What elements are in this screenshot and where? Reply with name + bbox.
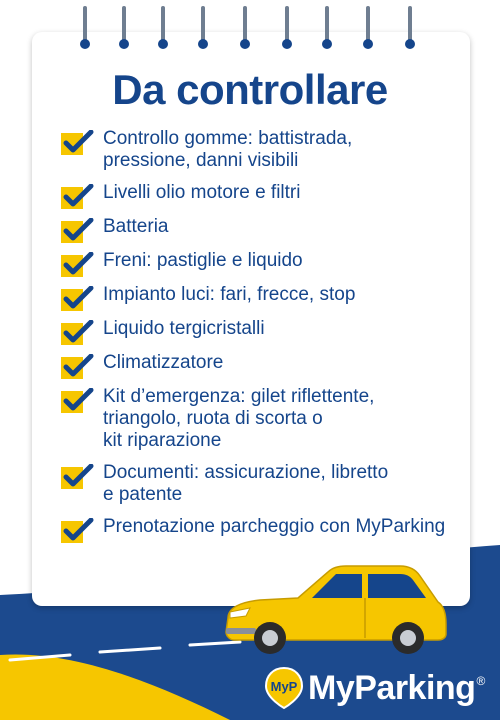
checkmark-icon — [60, 354, 94, 380]
checklist-item-text — [103, 128, 490, 172]
checkmark-icon — [60, 218, 94, 244]
checklist-item — [60, 352, 490, 374]
logo-badge-text: MyP — [270, 679, 298, 694]
page-title: Da controllare — [112, 66, 388, 113]
checklist-item-line: kit riparazione — [103, 430, 222, 451]
logo-wordmark: MyParking — [308, 668, 476, 707]
yellow-car — [220, 558, 450, 658]
checklist-item-line: Documenti: assicurazione, libretto — [103, 462, 389, 483]
binding-rings — [85, 8, 410, 40]
myparking-pin-icon — [264, 666, 304, 710]
checklist-item-line: Impianto luci: fari, frecce, stop — [103, 284, 356, 305]
checklist-item — [60, 318, 490, 340]
checkmark-icon — [60, 388, 94, 414]
checkmark-icon — [60, 252, 94, 278]
checkmark-icon — [60, 286, 94, 312]
car-wheel-front — [254, 622, 286, 654]
checklist-item-line: Liquido tergicristalli — [103, 318, 265, 339]
checklist-item-line: Freni: pastiglie e liquido — [103, 250, 303, 271]
checklist — [60, 128, 490, 538]
checklist-item — [60, 216, 490, 238]
checklist-item-text — [103, 216, 490, 238]
myparking-logo — [264, 666, 485, 710]
checklist-item — [60, 462, 490, 506]
checklist-item — [60, 182, 490, 204]
checklist-item-line: Batteria — [103, 216, 169, 237]
spiral-binding — [0, 0, 500, 60]
binding-holes — [80, 39, 415, 49]
checklist-item-line: Climatizzatore — [103, 352, 224, 373]
checklist-item-text — [103, 352, 490, 374]
checklist-item-line: e patente — [103, 484, 183, 505]
checklist-item — [60, 128, 490, 172]
checklist-item-text — [103, 386, 490, 452]
checklist-item-line: Livelli olio motore e filtri — [103, 182, 301, 203]
checklist-item-text — [103, 182, 490, 204]
car-wheel-rear — [392, 622, 424, 654]
checklist-item-text — [103, 516, 490, 538]
checklist-item-line: Prenotazione parcheggio con MyParking — [103, 516, 446, 537]
checklist-item-line: triangolo, ruota di scorta o — [103, 408, 323, 429]
checklist-item — [60, 250, 490, 272]
checkmark-icon — [60, 464, 94, 490]
checklist-item — [60, 386, 490, 452]
checkmark-icon — [60, 130, 94, 156]
checklist-item — [60, 284, 490, 306]
checklist-item-line: pressione, danni visibili — [103, 150, 299, 171]
checkmark-icon — [60, 184, 94, 210]
checklist-item-line: Controllo gomme: battistrada, — [103, 128, 353, 149]
registered-mark: ® — [476, 674, 486, 688]
checklist-item — [60, 516, 490, 538]
checklist-item-text — [103, 284, 490, 306]
checklist-item-line: Kit d’emergenza: gilet riflettente, — [103, 386, 375, 407]
checklist-item-text — [103, 318, 490, 340]
checklist-item-text — [103, 462, 490, 506]
checklist-item-text — [103, 250, 490, 272]
checkmark-icon — [60, 518, 94, 544]
car-bumper — [226, 628, 256, 634]
checkmark-icon — [60, 320, 94, 346]
